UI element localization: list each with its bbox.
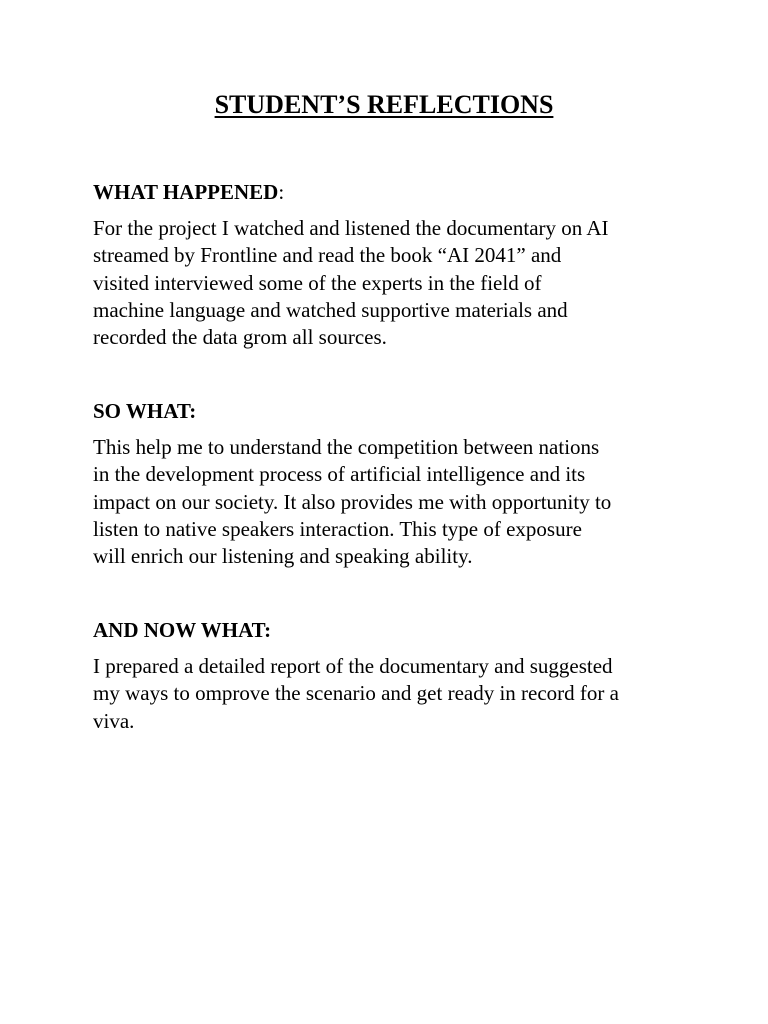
section-heading-label: WHAT HAPPENED <box>93 180 279 204</box>
section-heading <box>93 398 683 425</box>
section-what-happened <box>93 179 683 351</box>
section-body: I prepared a detailed report of the documentary and suggested my ways to omprove the scenario and get ready in record for a viva. <box>93 654 619 733</box>
section-and-now-what <box>93 617 683 735</box>
section-so-what <box>93 398 683 570</box>
section-heading <box>93 179 683 206</box>
section-heading-label: SO WHAT: <box>93 399 197 423</box>
page-title: STUDENT’S REFLECTIONS <box>214 90 554 119</box>
section-heading-label: AND NOW WHAT: <box>93 618 272 642</box>
section-heading-colon: : <box>278 180 285 204</box>
section-body: This help me to understand the competition between nations in the development process of artificial intelligence and its impact on our society. It also provides me with opportunity to listen to native speakers interaction. This type of exposure will enrich our listening and speaking ability. <box>93 435 612 569</box>
section-body: For the project I watched and listened the documentary on AI streamed by Frontline and read the book “AI 2041” and visited interviewed some of the experts in the field of machine language and watched supportive materials and recorded the data grom all sources. <box>93 216 609 350</box>
section-heading <box>93 617 683 644</box>
